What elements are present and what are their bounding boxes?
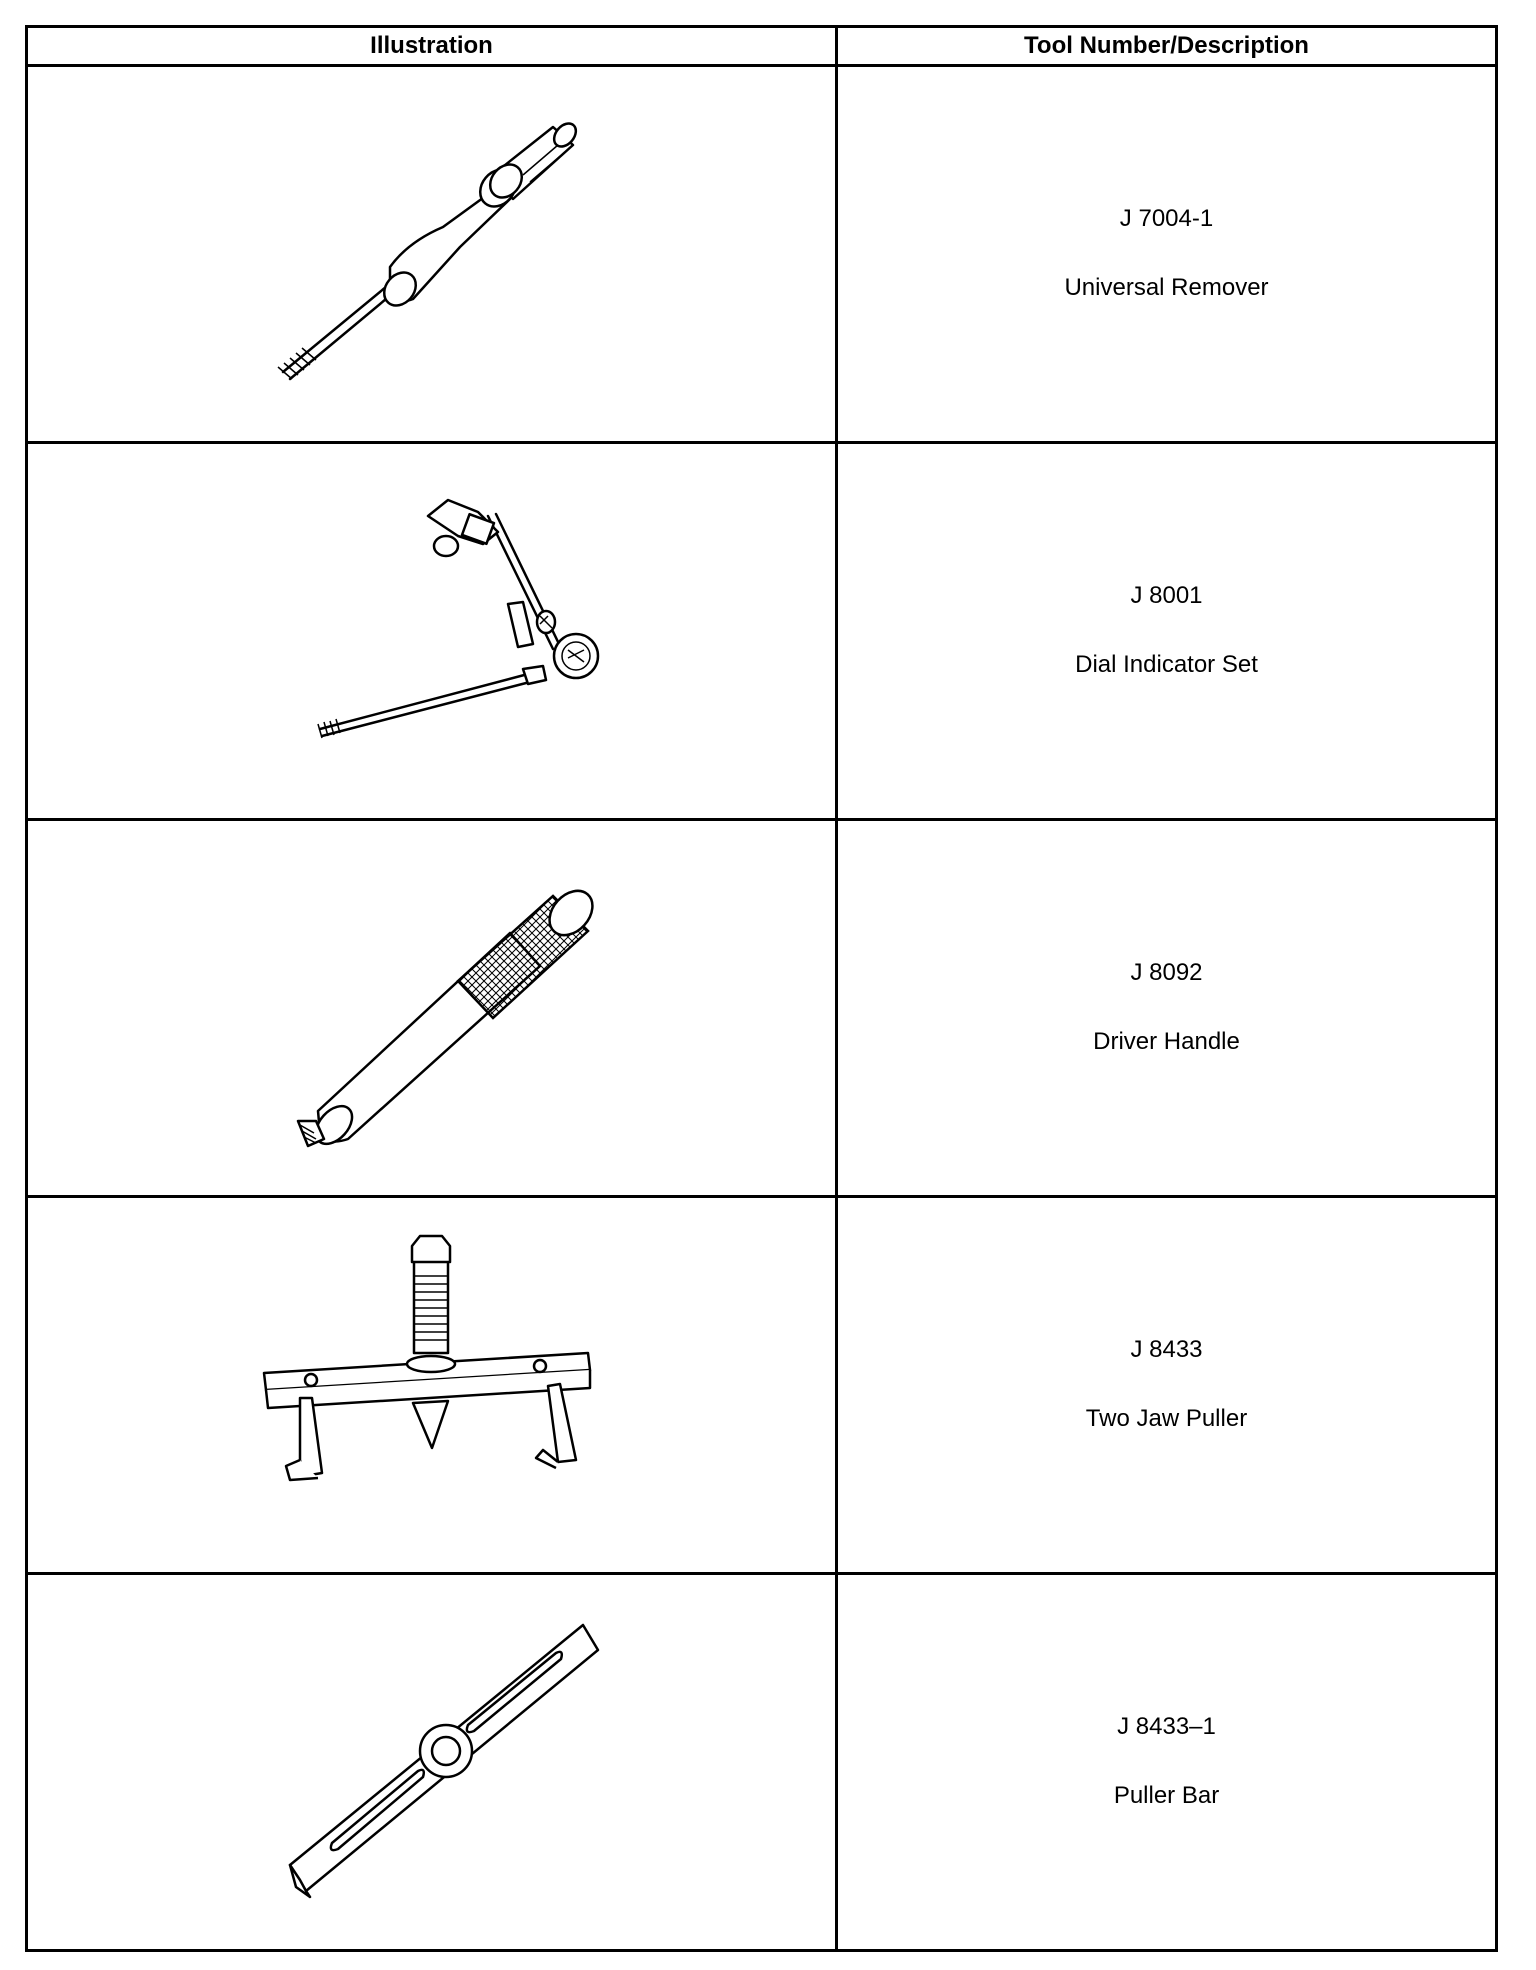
special-tools-table [25, 25, 1498, 1952]
tool-number: J 8433–1 [1117, 1713, 1216, 1741]
illustration-cell [27, 1197, 837, 1574]
tool-description-cell [837, 1197, 1497, 1574]
illustration-cell [27, 443, 837, 820]
illustration-cell [27, 1574, 837, 1951]
illustration-header: Illustration [27, 27, 837, 66]
tool-number: J 7004-1 [1119, 205, 1214, 233]
header-row [27, 27, 1497, 66]
universal-remover-icon [28, 67, 838, 441]
tool-description: Universal Remover [1064, 274, 1269, 301]
tool-description-cell [837, 1574, 1497, 1951]
tool-description: Dial Indicator Set [1075, 651, 1258, 678]
tool-description-cell [837, 66, 1497, 443]
tool-number: J 8001 [1130, 582, 1203, 610]
illustration-cell [27, 820, 837, 1197]
table-row [27, 820, 1497, 1197]
tool-description: Two Jaw Puller [1085, 1405, 1248, 1432]
tool-description-cell [837, 443, 1497, 820]
table-row [27, 66, 1497, 443]
illustration-cell [27, 66, 837, 443]
table-row [27, 1197, 1497, 1574]
tool-header: Tool Number/Description [837, 27, 1497, 66]
two-jaw-puller-icon [28, 1198, 838, 1572]
puller-bar-icon [28, 1575, 838, 1949]
table-row [27, 1574, 1497, 1951]
driver-handle-icon [28, 821, 838, 1195]
tool-description: Driver Handle [1093, 1028, 1240, 1055]
tool-description: Puller Bar [1113, 1782, 1220, 1809]
tool-number: J 8092 [1130, 959, 1203, 987]
dial-indicator-set-icon [28, 444, 838, 818]
tool-number: J 8433 [1130, 1336, 1203, 1364]
tool-description-cell [837, 820, 1497, 1197]
table-row [27, 443, 1497, 820]
